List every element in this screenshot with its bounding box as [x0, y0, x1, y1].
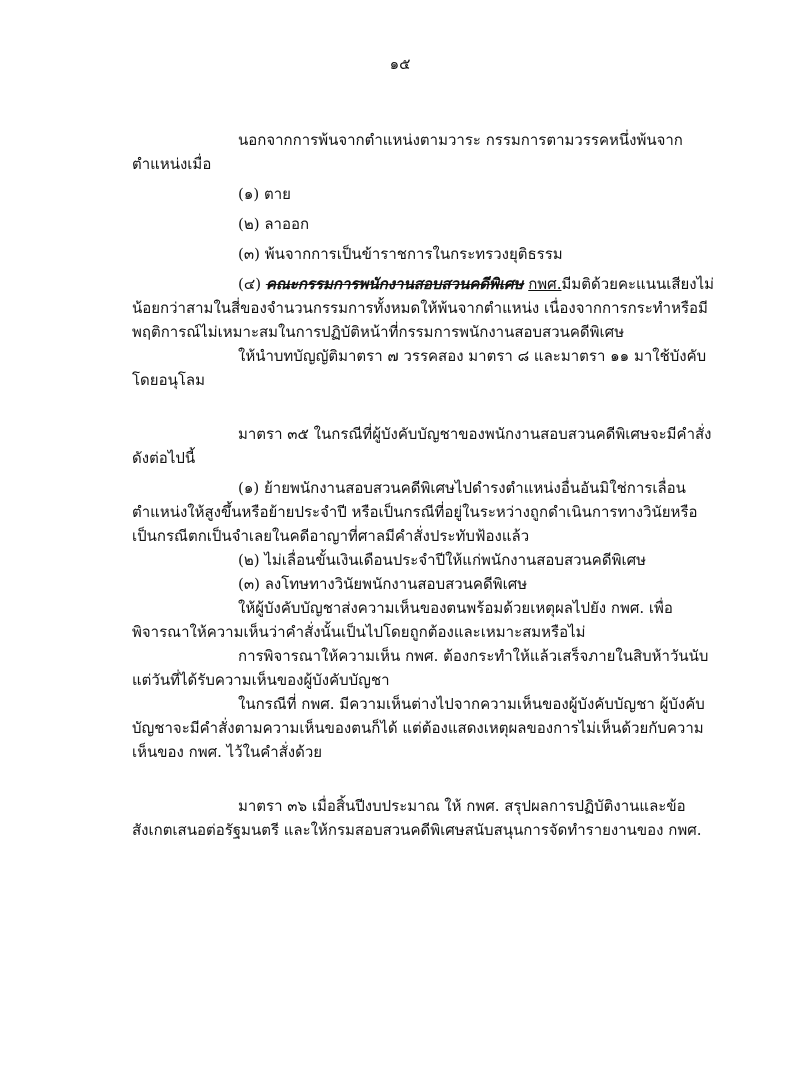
section-35-heading: มาตรา ๓๕ ในกรณีที่ผู้บังคับบัญชาของพนักงานสอบสวนคดีพิเศษจะมีคำสั่งดังต่อไปนี้: [132, 425, 712, 467]
section-35-para-3: ในกรณีที่ กพศ. มีความเห็นต่างไปจากความเห็นของผู้บังคับบัญชา ผู้บังคับบัญชาจะมีคำสั่งตามความเห็นของตนก็ได้ แต่ต้องแสดงเหตุผลของการไม่เห็นด้วยกับความเห็นของ กพศ. ไว้ในคำสั่งด้วย: [132, 695, 705, 761]
section-35-item-3: (๓) ลงโทษทางวินัยพนักงานสอบสวนคดีพิเศษ: [238, 575, 528, 593]
document-body: [132, 128, 722, 842]
page-number: ๑๕: [389, 55, 411, 73]
struck-text: คณะกรรมการพนักงานสอบสวนคดีพิเศษ: [265, 275, 524, 293]
list-item-1: (๑) ตาย: [238, 185, 291, 203]
inserted-text: กพศ.: [528, 275, 562, 293]
list-item-4: [132, 272, 722, 344]
list-item-3: (๓) พ้นจากการเป็นข้าราชการในกระทรวงยุติธรรม: [238, 245, 563, 263]
list-item-2: (๒) ลาออก: [238, 215, 310, 233]
section-36: มาตรา ๓๖ เมื่อสิ้นปีงบประมาณ ให้ กพศ. สรุปผลการปฏิบัติงานและข้อสังเกตเสนอต่อรัฐมนตรี และให้กรมสอบสวนคดีพิเศษสนับสนุนการจัดทำรายงานของ กพศ.: [132, 797, 702, 839]
paragraph-term-removal: นอกจากการพ้นจากตำแหน่งตามวาระ กรรมการตามวรรคหนึ่งพ้นจากตำแหน่งเมื่อ: [132, 131, 683, 173]
list-item-4-rest: มีมติด้วยคะแนนเสียงไม่น้อยกว่าสามในสี่ของจำนวนกรรมการทั้งหมดให้พ้นจากตำแหน่ง เนื่องจากการกระทำหรือมีพฤติการณ์ไม่เหมาะสมในการปฏิบัติหน้าที่กรรมการพนักงานสอบสวนคดีพิเศษ: [132, 275, 715, 341]
paragraph-apply-mutatis: ให้นำบทบัญญัติมาตรา ๗ วรรคสอง มาตรา ๘ และมาตรา ๑๑ มาใช้บังคับโดยอนุโลม: [132, 347, 707, 389]
section-35-para-1: ให้ผู้บังคับบัญชาส่งความเห็นของตนพร้อมด้วยเหตุผลไปยัง กพศ. เพื่อพิจารณาให้ความเห็นว่าคำสั่งนั้นเป็นไปโดยถูกต้องและเหมาะสมหรือไม่: [132, 599, 673, 641]
section-35-item-1: (๑) ย้ายพนักงานสอบสวนคดีพิเศษไปดำรงตำแหน่งอื่นอันมิใช่การเลื่อนตำแหน่งให้สูงขึ้นหรือย้ายประจำปี หรือเป็นกรณีที่อยู่ในระหว่างถูกดำเนินการทางวินัยหรือเป็นกรณีตกเป็นจำเลยในคดีอาญาที่ศาลมีคำสั่งประทับฟ้องแล้ว: [132, 479, 698, 545]
section-35-para-2: การพิจารณาให้ความเห็น กพศ. ต้องกระทำให้แล้วเสร็จภายในสิบห้าวันนับแต่วันที่ได้รับความเห็นของผู้บังคับบัญชา: [132, 647, 709, 689]
section-35-item-2: (๒) ไม่เลื่อนขั้นเงินเดือนประจำปีให้แก่พนักงานสอบสวนคดีพิเศษ: [238, 551, 646, 569]
list-item-4-number: (๔): [238, 275, 266, 293]
